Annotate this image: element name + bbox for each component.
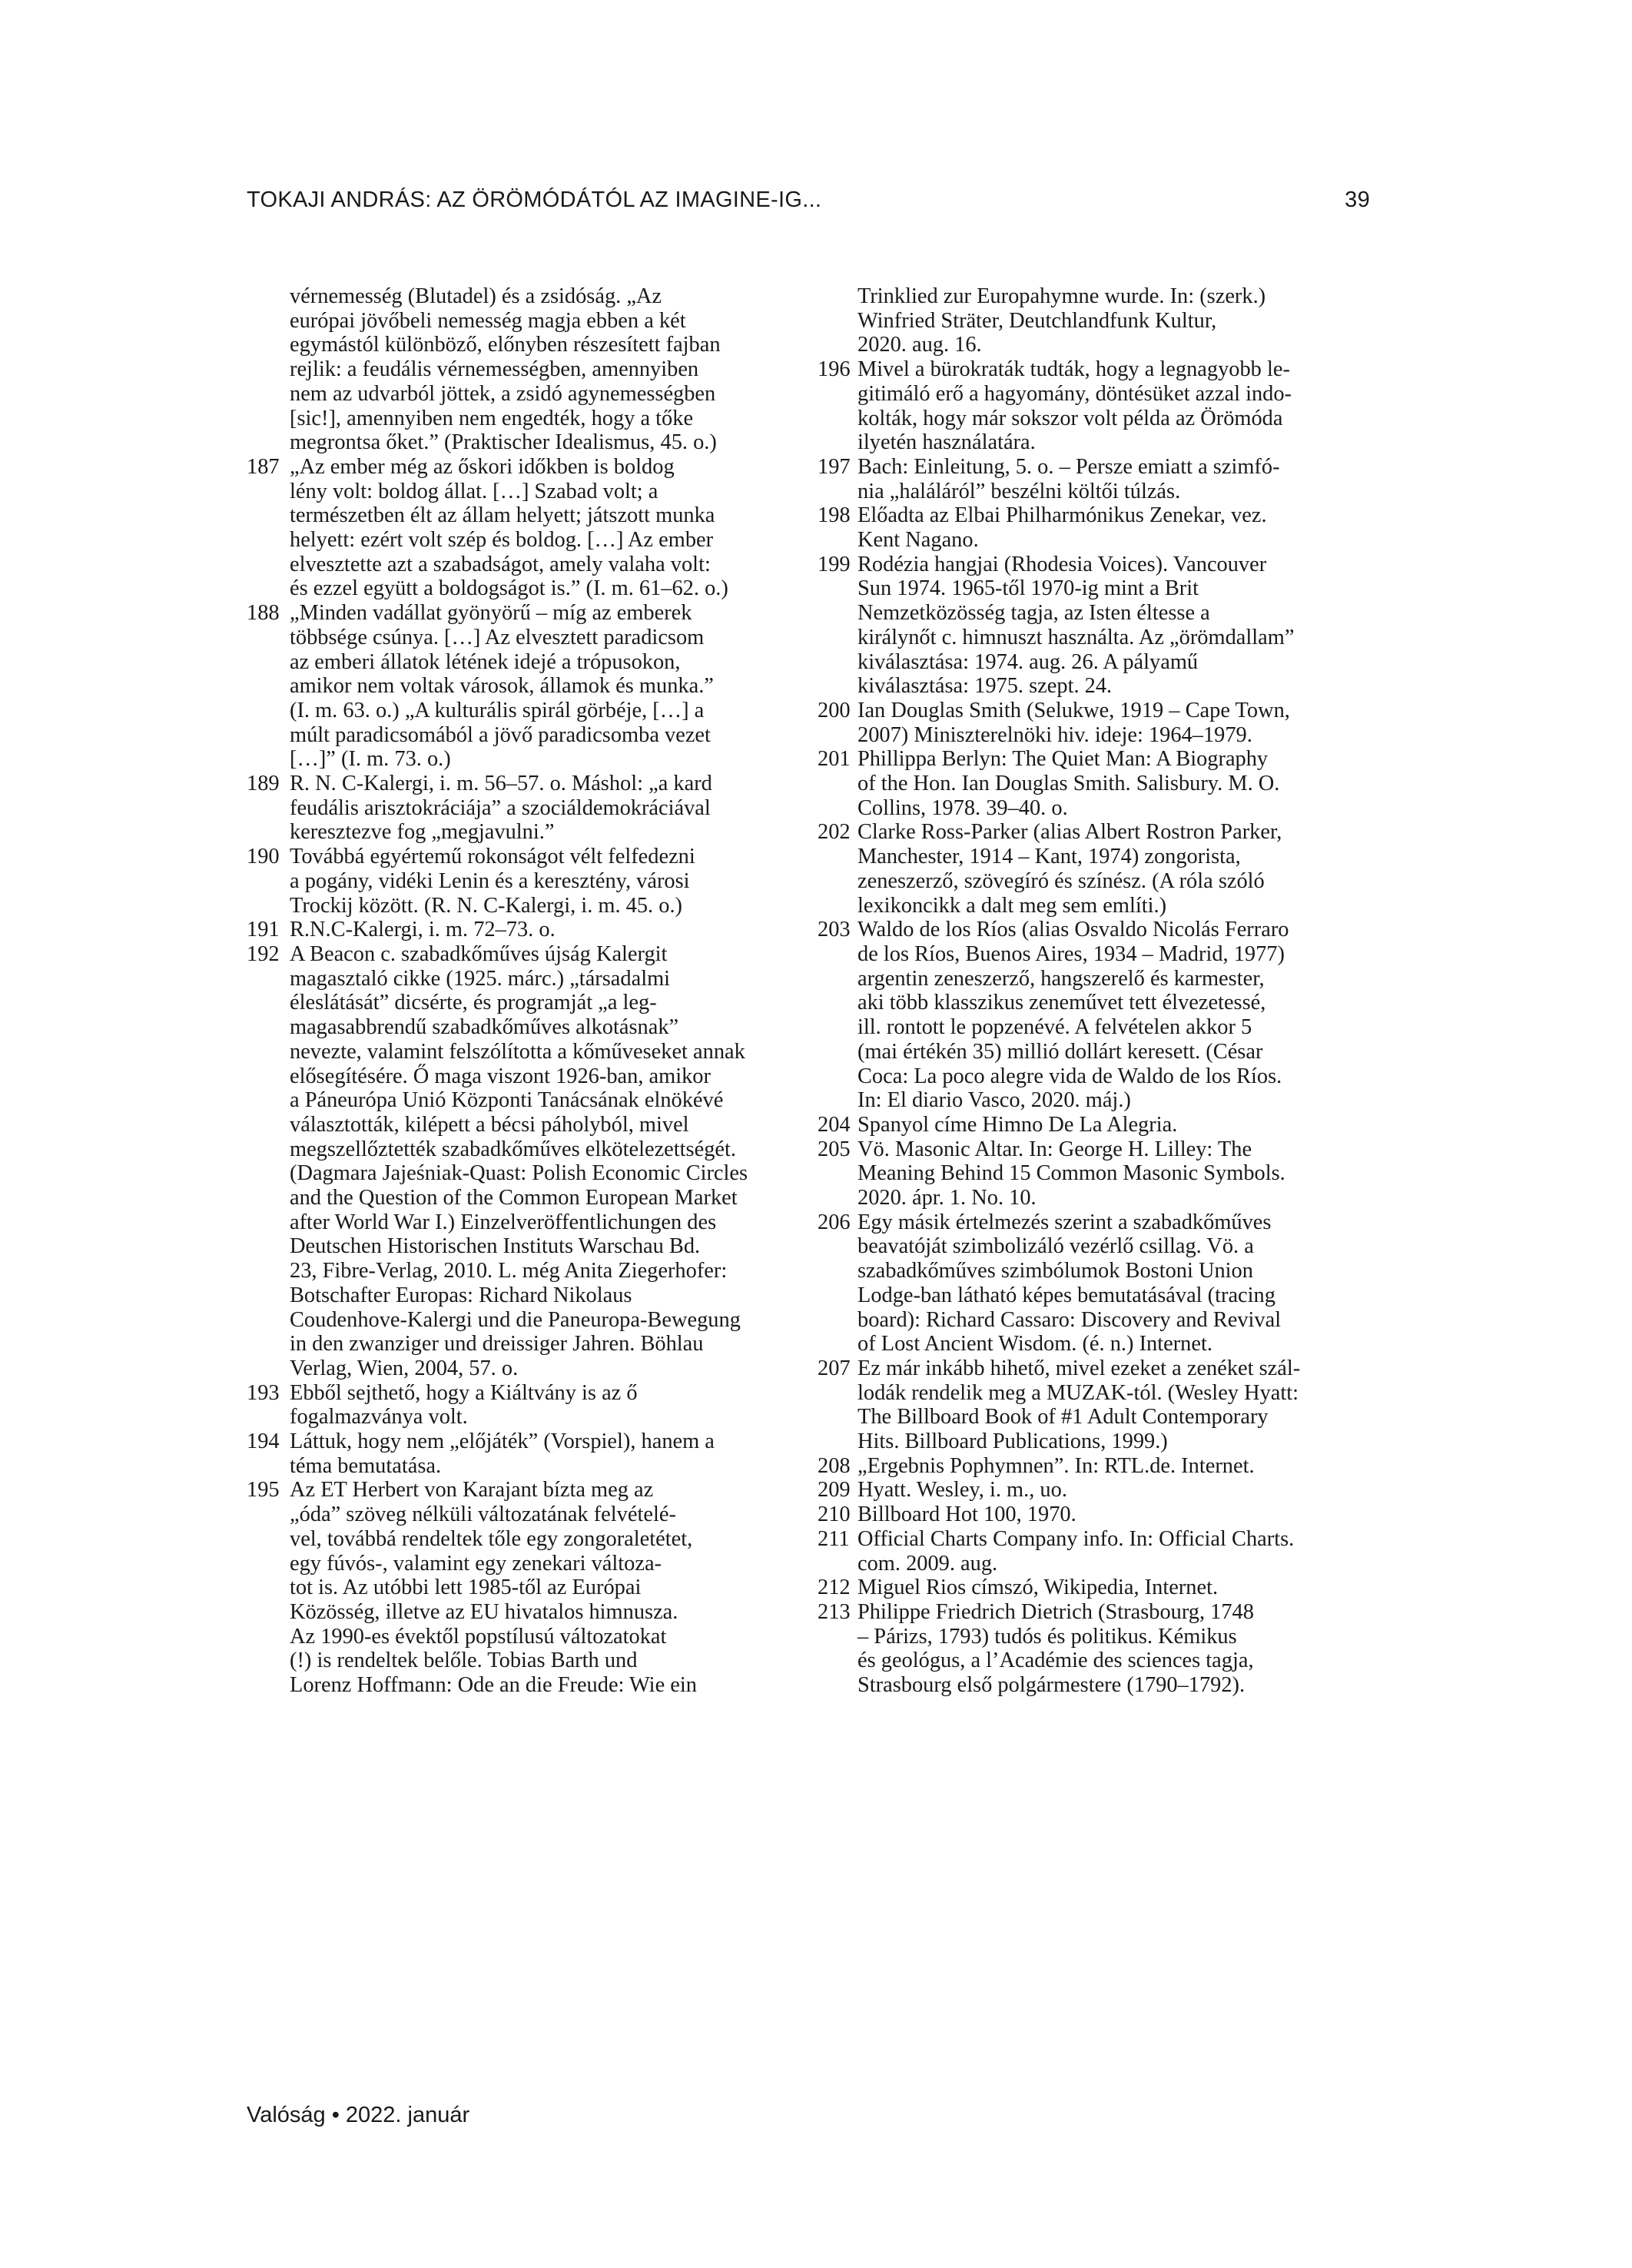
footnote-text: Egy másik értelmezés szerint a szabadkőműves beavatóját szimbolizáló vezérlő csillag. Vö. a szabadkőműves szimbólumok Bostoni Union Lodge-ban látható képes bemutatásával (tracing board): Richard Cassaro: Discovery and Revival of Lost Ancient Wisdom. (é. n.) Internet. [857, 1210, 1282, 1356]
footnote-text: „Ergebnis Pophymnen”. In: RTL.de. Internet. [857, 1453, 1255, 1478]
footnote-number: 213 [818, 1599, 851, 1624]
footnote-191 [247, 918, 758, 942]
footnote-text: Official Charts Company info. In: Official Charts. com. 2009. aug. [857, 1526, 1295, 1576]
footnote-number: 212 [818, 1576, 851, 1600]
footnote-206 [818, 1210, 1367, 1356]
footnote-number: 191 [247, 918, 280, 942]
footnote-number: 201 [818, 747, 851, 772]
footnote-number: 195 [247, 1478, 280, 1503]
footnote-204 [818, 1113, 1367, 1137]
footnote-number: 204 [818, 1112, 851, 1137]
footnote-187 [247, 455, 758, 601]
running-title: TOKAJI ANDRÁS: AZ ÖRÖMÓDÁTÓL AZ IMAGINE-IG... [247, 188, 822, 212]
footnote-number: 192 [247, 941, 280, 966]
footnote-188 [247, 601, 758, 772]
running-header [247, 188, 1370, 221]
footnote-text: Miguel Rios címszó, Wikipedia, Internet. [857, 1576, 1219, 1600]
footnote-number: 187 [247, 454, 280, 479]
footnote-211 [818, 1527, 1367, 1576]
footnote-text: Az ET Herbert von Karajant bízta meg az „óda” szöveg nélküli változatának felvételé- vel, továbbá rendeltek tőle egy zongoraletétet, egy fúvós-, valamint egy zenekari változa- tot is. Az utóbbi lett 1985-től az Európai Közösség, illetve az EU hivatalos himnusza. Az 1990-es évektől popstílusú változatokat (!) is rendeltek belőle. Tobias Barth und Lorenz Hoffmann: Ode an die Freude: Wie ein [290, 1478, 697, 1698]
footnote-194 [247, 1430, 758, 1478]
footnote-190 [247, 845, 758, 918]
footnote-207 [818, 1356, 1367, 1454]
footnote-number: 189 [247, 772, 280, 796]
footnote-192 [247, 942, 758, 1381]
footnote-continuation [818, 284, 1367, 357]
footnote-213 [818, 1600, 1367, 1698]
footnote-number: 202 [818, 820, 851, 845]
footnote-210 [818, 1503, 1367, 1527]
footnote-list [247, 455, 758, 1698]
footnote-text: „Az ember még az őskori időkben is boldog lény volt: boldog állat. […] Szabad volt; a természetben élt az állam helyett; játszott munka helyett: ezért volt szép és boldog. […] Az ember elvesztette azt a szabadságot, amely valaha volt: és ezzel együtt a boldogságot is.” (I. m. 61–62. o.) [290, 454, 728, 601]
footnote-number: 210 [818, 1503, 851, 1527]
footnote-text: Rodézia hangjai (Rhodesia Voices). Vancouver Sun 1974. 1965-től 1970-ig mint a Brit Nemzetközösség tagja, az Isten éltesse a királynőt c. himnuszt használta. Az „örömdallam” kiválasztása: 1974. aug. 26. A pályamű kiválasztása: 1975. szept. 24. [857, 552, 1295, 699]
footnote-number: 208 [818, 1453, 851, 1478]
footnote-list [818, 357, 1367, 1698]
footnote-number: 203 [818, 918, 851, 942]
left-column [247, 284, 758, 1698]
footnote-text: Clarke Ross-Parker (alias Albert Rostron Parker, Manchester, 1914 – Kant, 1974) zongorista, zeneszerző, szövegíró és színész. (A róla szóló lexikoncikk a dalt meg sem említi.) [857, 820, 1282, 918]
footnote-number: 188 [247, 601, 280, 626]
footnote-number: 193 [247, 1380, 280, 1405]
footnote-189 [247, 772, 758, 845]
footnote-text: Vö. Masonic Altar. In: George H. Lilley: The Meaning Behind 15 Common Masonic Symbols. 2020. ápr. 1. No. 10. [857, 1137, 1285, 1210]
footnote-text: „Minden vadállat gyönyörű – míg az emberek többsége csúnya. […] Az elvesztett paradicsom az emberi állatok létének idejé a trópusokon, amikor nem voltak városok, államok és munka.” (I. m. 63. o.) „A kulturális spirál görbéje, […] a múlt paradicsomából a jövő paradicsomba vezet […]” (I. m. 73. o.) [290, 601, 714, 772]
footnote-text: R. N. C-Kalergi, i. m. 56–57. o. Máshol: „a kard feudális arisztokráciája” a szociáldemokráciával keresztezve fog „megjavulni.” [290, 772, 712, 845]
footnote-200 [818, 699, 1367, 747]
footnote-number: 190 [247, 845, 280, 869]
footnote-205 [818, 1137, 1367, 1210]
footnote-text: Philippe Friedrich Dietrich (Strasbourg, 1748 – Párizs, 1793) tudós és politikus. Kémikus és geológus, a l’Académie des sciences tagja, Strasbourg első polgármestere (1790–1792). [857, 1599, 1254, 1698]
footnote-203 [818, 918, 1367, 1113]
footnote-number: 196 [818, 357, 851, 382]
footnote-212 [818, 1576, 1367, 1600]
footnote-number: 198 [818, 503, 851, 528]
footnote-text: Bach: Einleitung, 5. o. – Persze emiatt a szimfó- nia „haláláról” beszélni költői túlzás. [857, 454, 1280, 503]
footnote-text: Hyatt. Wesley, i. m., uo. [857, 1478, 1067, 1503]
footnote-text: Ian Douglas Smith (Selukwe, 1919 – Cape Town, 2007) Miniszterelnöki hiv. ideje: 1964–1979. [857, 698, 1290, 747]
footnote-number: 205 [818, 1137, 851, 1161]
footnote-text: vérnemesség (Blutadel) és a zsidóság. „Az európai jövőbeli nemesség magja ebben a két egymástól különböző, előnyben részesített fajban rejlik: a feudális vérnemességben, amennyiben nem az udvarból jöttek, a zsidó agynemességben [sic!], amennyiben nem engedték, hogy a tőke megrontsa őket.” (Praktischer Idealismus, 45. o.) [290, 284, 721, 455]
footnote-199 [818, 553, 1367, 699]
page-number: 39 [1345, 188, 1370, 212]
footnote-number: 197 [818, 454, 851, 479]
footnote-193 [247, 1381, 758, 1430]
footnote-198 [818, 503, 1367, 552]
footnote-197 [818, 455, 1367, 503]
footnote-text: Ez már inkább hihető, mivel ezeket a zenéket szál- lodák rendelik meg a MUZAK-tól. (Wesley Hyatt: The Billboard Book of #1 Adult Contemporary Hits. Billboard Publications, 1999.) [857, 1356, 1301, 1454]
footnote-text: Láttuk, hogy nem „előjáték” (Vorspiel), hanem a téma bemutatása. [290, 1430, 715, 1478]
footnote-number: 199 [818, 552, 851, 576]
footnote-202 [818, 820, 1367, 918]
footnote-208 [818, 1454, 1367, 1479]
footnote-text: Trinklied zur Europahymne wurde. In: (szerk.) Winfried Sträter, Deutchlandfunk Kultur, 2020. aug. 16. [857, 284, 1266, 357]
footnote-number: 211 [818, 1526, 850, 1551]
footnote-text: Ebből sejthető, hogy a Kiáltvány is az ő fogalmazványa volt. [290, 1380, 638, 1430]
footnote-text: R.N.C-Kalergi, i. m. 72–73. o. [290, 918, 556, 942]
footnote-number: 207 [818, 1356, 851, 1380]
footnote-text: Spanyol címe Himno De La Alegria. [857, 1112, 1178, 1137]
footnote-number: 194 [247, 1430, 280, 1454]
right-column [818, 284, 1367, 1698]
footnote-number: 200 [818, 698, 851, 722]
footnote-text: Waldo de los Ríos (alias Osvaldo Nicolás Ferraro de los Ríos, Buenos Aires, 1934 – Madrid, 1977) argentin zeneszerző, hangszerelő és karmester, aki több klasszikus zeneművet tett élvezetessé, ill. rontott le popzenévé. A felvételen akkor 5 (mai értékén 35) millió dollárt keresett. (César Coca: La poco alegre vida de Waldo de los Ríos. In: El diario Vasco, 2020. máj.) [857, 918, 1289, 1113]
footnote-195 [247, 1478, 758, 1697]
footnote-continuation [247, 284, 758, 455]
footnote-201 [818, 747, 1367, 820]
footnote-text: Továbbá egyértemű rokonságot vélt felfedezni a pogány, vidéki Lenin és a keresztény, városi Trockij között. (R. N. C-Kalergi, i. m. 45. o.) [290, 845, 695, 918]
footnote-text: Phillippa Berlyn: The Quiet Man: A Biography of the Hon. Ian Douglas Smith. Salisbury. M. O. Collins, 1978. 39–40. o. [857, 747, 1280, 820]
footnote-number: 209 [818, 1478, 851, 1503]
page-footer: Valóság • 2022. január [247, 2103, 470, 2127]
footnote-196 [818, 357, 1367, 455]
footnote-209 [818, 1478, 1367, 1503]
footnote-text: Előadta az Elbai Philharmónikus Zenekar, vez. Kent Nagano. [857, 503, 1267, 553]
footnote-text: Billboard Hot 100, 1970. [857, 1503, 1076, 1527]
footnote-text: Mivel a bürokraták tudták, hogy a legnagyobb le- gitimáló erő a hagyomány, döntésüket azzal indo- kolták, hogy már sokszor volt példa az Örömóda ilyetén használatára. [857, 357, 1292, 455]
footnote-text: A Beacon c. szabadkőműves újság Kalergit magasztaló cikke (1925. márc.) „társadalmi éleslátását” dicsérte, és programját „a leg- magasabbrendű szabadkőműves alkotásnak” nevezte, valamint felszólította a kőműveseket annak elősegítésére. Ő maga viszont 1926-ban, amikor a Páneurópa Unió Központi Tanácsának elnökévé választották, kilépett a bécsi páholyból, mivel megszellőztették szabadkőműves elkötelezettségét. (Dagmara Jajeśniak-Quast: Polish Economic Circles and the Question of the Common European Market after World War I.) Einzelveröffentlichungen des Deutschen Historischen Instituts Warschau Bd. 23, Fibre-Verlag, 2010. L. még Anita Ziegerhofer: Botschafter Europas: Richard Nikolaus Coudenhove-Kalergi und die Paneuropa-Bewegung in den zwanziger und dreissiger Jahren. Böhlau Verlag, Wien, 2004, 57. o. [290, 941, 748, 1380]
footnote-number: 206 [818, 1210, 851, 1234]
